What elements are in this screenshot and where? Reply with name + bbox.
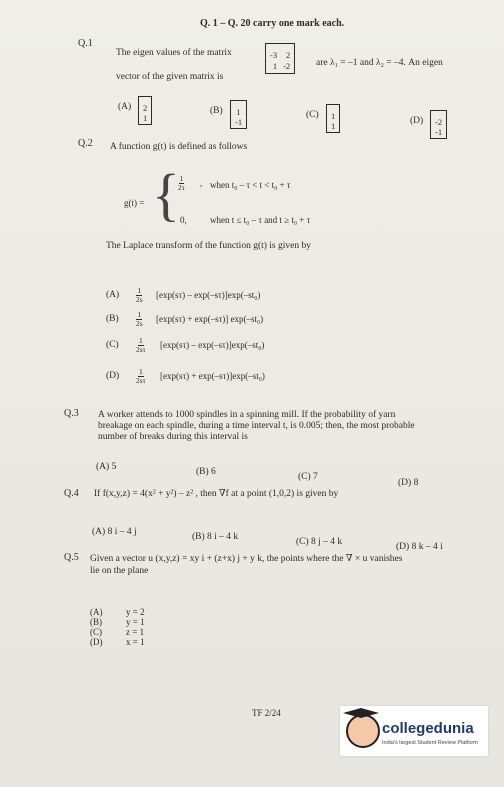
q2-option-expr: [exp(sτ) – exp(–sτ)]exp(–st₀): [156, 290, 261, 300]
q3-line1: A worker attends to 1000 spindles in a spinning mill. If the probability of yarn: [98, 410, 396, 420]
q1-option-label: (B): [210, 106, 223, 116]
vector-bracket: [138, 96, 152, 125]
matrix-cell: 1: [272, 61, 278, 71]
q3-option: (A) 5: [96, 462, 117, 472]
q2-option-fraction: [136, 286, 143, 304]
q1-matrix-grid: [270, 50, 290, 72]
q1-text-a: The eigen values of the matrix: [116, 48, 232, 58]
q2-number: Q.2: [78, 138, 93, 149]
matrix-cell: -3: [270, 50, 278, 60]
q4-text: If f(x,y,z) = 4(x² + y²) – z² , then ∇f at a point (1,0,2) is given by: [94, 489, 339, 499]
q2-brace: {: [152, 162, 180, 227]
q2-g-lhs: g(t) =: [124, 198, 145, 208]
q2-case1-den: 2τ: [178, 182, 185, 192]
q2-case2-cond: when t ≤ t₀ – τ and t ≥ t₀ + τ: [210, 215, 311, 225]
fraction: [136, 368, 146, 385]
q1-number: Q.1: [78, 38, 93, 49]
q1-text-b: are λ₁ = –1 and λ₂ = –4. An eigen: [316, 58, 443, 68]
vector-entry: -1: [435, 127, 443, 137]
fraction-num: 1: [137, 285, 142, 295]
vector-entry: -2: [435, 117, 443, 127]
q5-option-value: z = 1: [126, 627, 145, 637]
q1-option-label: (A): [118, 102, 132, 112]
page-footer: TF 2/24: [252, 708, 281, 718]
q2-option-expr: [exp(sτ) + exp(–sτ)] exp(–st₀): [156, 314, 264, 324]
q1-matrix: [265, 43, 295, 74]
q2-question: The Laplace transform of the function g(t) is given by: [106, 241, 311, 251]
q2-text: A function g(t) is defined as follows: [110, 142, 248, 152]
q2-case1-frac: [178, 174, 185, 192]
q5-line1: Given a vector u (x,y,z) = xy i + (z+x) j + y k, the points where the ∇ × u vanishes: [90, 554, 403, 564]
vector-entry: 1: [331, 111, 336, 121]
q5-option-value: y = 2: [126, 607, 145, 617]
collegedunia-watermark: [340, 706, 488, 756]
q5-option-label: (D): [90, 637, 103, 647]
q5-option-value: x = 1: [126, 637, 145, 647]
student-avatar-icon: [346, 714, 380, 748]
q2-option-label: (A): [106, 290, 120, 300]
matrix-cell: -2: [283, 61, 291, 71]
q3-line2: breakage on each spindle, during a time interval t, is 0.005; then, the most probable: [98, 421, 415, 431]
vector-entry: 1: [143, 113, 148, 123]
watermark-tagline: India's largest Student Review Platform: [382, 740, 478, 746]
fraction-num: 1: [138, 335, 143, 345]
q5-option-label: (C): [90, 627, 102, 637]
section-header: Q. 1 – Q. 20 carry one mark each.: [200, 18, 345, 29]
q2-option-fraction: [136, 336, 146, 354]
q4-number: Q.4: [64, 488, 79, 499]
vector-entry: 1: [236, 107, 241, 117]
vector-column: [435, 117, 442, 137]
q2-case1-comma: ,: [200, 178, 203, 188]
fraction: [136, 337, 146, 354]
q4-option: (A) 8 i – 4 j: [92, 527, 137, 537]
q2-case1-cond: when t₀ – τ < t < t₀ + τ: [210, 180, 291, 190]
q3-option: (C) 7: [298, 472, 318, 482]
q5-number: Q.5: [64, 552, 79, 563]
fraction-den: 2sτ: [136, 344, 146, 354]
vector-entry: 2: [143, 103, 148, 113]
vector-column: [143, 103, 147, 123]
vector-bracket: [430, 110, 447, 139]
q4-option: (D) 8 k – 4 i: [396, 542, 443, 552]
q1-option-label: (D): [410, 116, 424, 126]
q2-option-expr: [exp(sτ) + exp(–sτ)]exp(–st₀): [160, 371, 265, 381]
q2-option-fraction: [136, 367, 146, 385]
q2-case2-val: 0,: [180, 215, 187, 225]
vector-entry: 1: [331, 121, 336, 131]
fraction: [136, 287, 143, 304]
graduation-cap-icon: [343, 708, 379, 718]
q3-line3: number of breaks during this interval is: [98, 432, 248, 442]
q2-option-expr: [exp(sτ) – exp(–sτ)]exp(–st₀): [160, 340, 265, 350]
vector-bracket: [230, 100, 247, 129]
q5-option-value: y = 1: [126, 617, 145, 627]
q1-option-vector: [230, 100, 247, 129]
q1-option-vector: [326, 104, 340, 133]
vector-column: [331, 111, 335, 131]
q2-option-fraction: [136, 310, 143, 328]
q1-text-c: vector of the given matrix is: [116, 72, 224, 82]
q5-option-label: (B): [90, 617, 102, 627]
q5-line2: lie on the plane: [90, 566, 149, 576]
matrix-cell: 2: [285, 50, 291, 60]
fraction-num: 1: [137, 309, 142, 319]
q3-number: Q.3: [64, 408, 79, 419]
q1-option-vector: [138, 96, 152, 125]
q4-option: (C) 8 j – 4 k: [296, 537, 343, 547]
vector-bracket: [326, 104, 340, 133]
vector-entry: -1: [235, 117, 243, 127]
q5-option-label: (A): [90, 607, 103, 617]
q1-option-vector: [430, 110, 447, 139]
fraction-den: 2s: [136, 294, 143, 304]
fraction-den: 2s: [136, 318, 143, 328]
q2-case1-num: 1: [179, 173, 184, 183]
fraction: [136, 311, 143, 328]
q3-option: (B) 6: [196, 467, 216, 477]
q2-option-label: (C): [106, 340, 119, 350]
q1-option-label: (C): [306, 110, 319, 120]
fraction-den: 2sτ: [136, 375, 146, 385]
q4-option: (B) 8 i – 4 k: [192, 532, 239, 542]
vector-column: [235, 107, 242, 127]
q3-option: (D) 8: [398, 478, 419, 488]
q2-option-label: (D): [106, 371, 120, 381]
watermark-name: collegedunia: [382, 720, 474, 737]
q2-option-label: (B): [106, 314, 119, 324]
fraction-num: 1: [138, 366, 143, 376]
